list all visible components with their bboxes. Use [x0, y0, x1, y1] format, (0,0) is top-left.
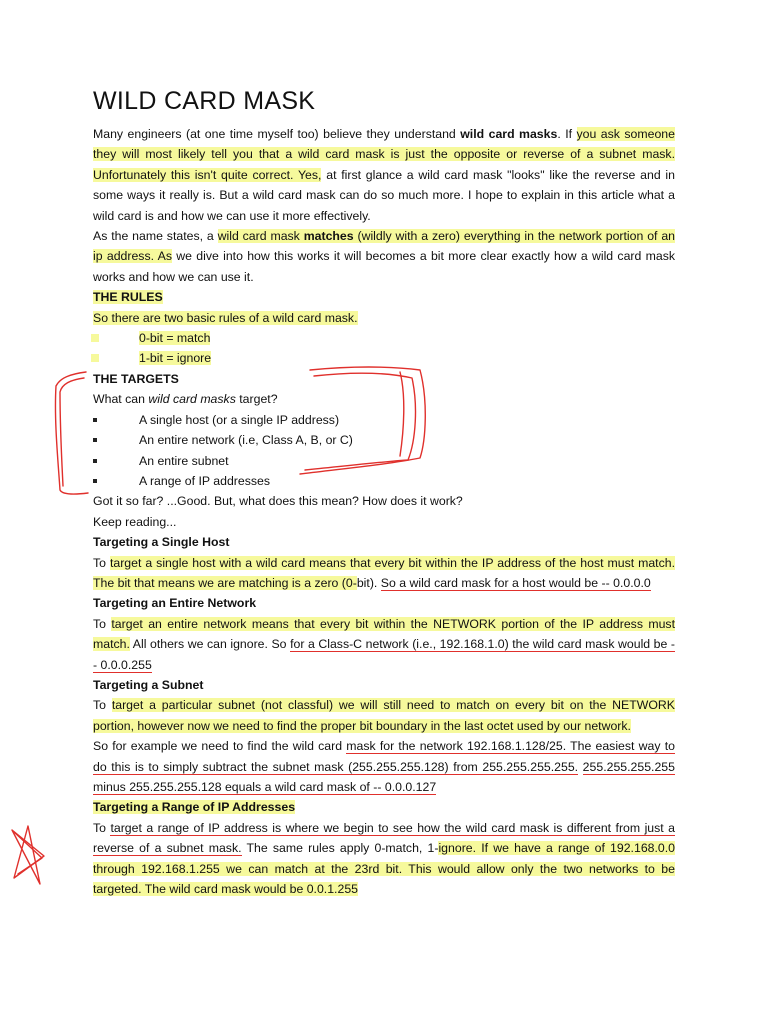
single-text-1: To — [93, 555, 110, 570]
intro-paragraph — [93, 124, 675, 226]
rules-heading — [93, 287, 675, 307]
range-underlined: target a range of IP address is where we begin to see how the wild card mask is different from just a reverse of a subnet mask. — [93, 820, 676, 856]
network-underlined: for a Class-C network (i.e., 192.168.1.0) the wild card mask would be -- 0.0.0.255 — [93, 637, 676, 672]
subnet-highlight: target a particular subnet (not classful) we will still need to match on every bit on the NETWORK portion, however now we need to find the proper bit boundary in the last octet used by our network. — [93, 698, 676, 733]
star-stroke — [12, 826, 44, 884]
targets-question-italic: wild card masks — [148, 392, 236, 407]
subnet-underlined-1: mask for the network 192.168.1.128/25. The easiest way to do this is to simply subtract the subnet mask (255.255.255.128) from 255.255.255.255. — [93, 739, 675, 774]
targets-question-2: target? — [235, 392, 278, 407]
name-text-1: As the name states, a — [93, 229, 218, 244]
network-paragraph — [93, 614, 675, 675]
star-icon — [12, 826, 44, 884]
targets-question-1: What can — [93, 392, 149, 407]
list-item-text: 0-bit = match — [139, 331, 211, 346]
bullet-icon — [93, 418, 97, 422]
subnet-text-1: To — [93, 698, 112, 713]
targets-after-2: Keep reading... — [93, 514, 177, 529]
list-item — [93, 471, 675, 491]
range-heading-text: Targeting a Range of IP Addresses — [93, 800, 296, 815]
name-text-2: we dive into how this works it will becomes a bit more clear exactly how a wild card mask works and how we can use it. — [93, 249, 676, 284]
targets-question — [93, 389, 675, 409]
bracket-left-stroke — [55, 372, 88, 494]
range-text-2: The same rules apply 0-match, 1- — [241, 841, 439, 856]
subnet-underlined-2: 255.255.255.255 minus 255.255.255.128 equals a wild card mask of -- 0.0.0.127 — [93, 759, 675, 794]
range-paragraph — [93, 818, 675, 900]
list-item — [93, 430, 675, 450]
name-highlight-3: As — [154, 249, 172, 264]
single-host-heading: Targeting a Single Host — [93, 535, 230, 550]
subnet-paragraph-2 — [93, 736, 675, 797]
list-item — [93, 348, 675, 368]
rules-heading-text: THE RULES — [93, 290, 163, 305]
rules-intro-text: So there are two basic rules of a wild card mask. — [93, 310, 358, 325]
star-stroke-2 — [14, 832, 42, 874]
network-heading: Targeting an Entire Network — [93, 596, 257, 611]
single-host-paragraph — [93, 553, 675, 594]
targets-heading: THE TARGETS — [93, 371, 179, 386]
range-highlight: ignore. If we have a range of 192.168.0.0 through 192.168.1.255 we can match at the 23rd bit. This would allow only the two networks to be targeted. The wild card mask would be 0.0.1.255 — [93, 841, 676, 897]
intro-bold-term: wild card masks — [460, 127, 558, 141]
intro-text-2: . If — [557, 127, 577, 141]
network-text-1: To — [93, 616, 112, 631]
single-highlight: target a single host with a wild card means that every bit within the IP address of the host must match. The bit that means we are matching is a zero (0- — [93, 555, 675, 590]
name-bold-term: matches — [303, 229, 354, 244]
list-item-text: A single host (or a single IP address) — [139, 412, 340, 427]
intro-text-3: at first glance a wild card mask "looks" like the reverse and in some ways it really is. But a wild card mask can do so much more. I hope to explain in this article what a wild card is and how we can use it more effectively. — [93, 167, 675, 223]
list-item-text: A range of IP addresses — [139, 473, 271, 488]
subnet-text-3 — [578, 760, 583, 774]
targets-list — [93, 410, 675, 492]
list-item — [93, 451, 675, 471]
list-item-text: An entire network (i.e, Class A, B, or C) — [139, 433, 353, 448]
intro-text-1: Many engineers (at one time myself too) believe they understand — [93, 127, 461, 141]
intro-highlight: you ask someone they will most likely tell you that a wild card mask is just the opposite or reverse of a subnet mask. Unfortunately this isn't quite correct. Yes, — [93, 127, 675, 182]
name-paragraph — [93, 226, 675, 287]
network-text-2: All others we can ignore. So — [129, 637, 291, 652]
list-item — [93, 410, 675, 430]
bullet-icon — [93, 438, 97, 442]
page-title: WILD CARD MASK — [93, 87, 316, 115]
bullet-icon — [93, 336, 97, 340]
bullet-icon — [93, 479, 97, 483]
list-item-text: An entire subnet — [139, 453, 229, 468]
subnet-paragraph-1 — [93, 695, 675, 736]
subnet-text-2: So for example we need to find the wild card — [93, 739, 347, 754]
bracket-left-stroke-2 — [60, 378, 84, 486]
list-item — [93, 328, 675, 348]
network-highlight: target an entire network means that every bit within the NETWORK portion of the IP address must match. — [93, 616, 676, 652]
rules-list — [93, 328, 675, 369]
subnet-heading: Targeting a Subnet — [93, 677, 204, 692]
range-text-1: To — [93, 820, 111, 835]
rules-intro — [93, 308, 675, 328]
targets-after-1: Got it so far? ...Good. But, what does this mean? How does it work? — [93, 494, 463, 509]
name-highlight-2: (wildly with a zero) everything in the network portion of an ip address. — [93, 229, 676, 264]
single-underlined: So a wild card mask for a host would be -- 0.0.0.0 — [380, 575, 651, 590]
bullet-icon — [93, 459, 97, 463]
single-text-2: bit). — [356, 575, 378, 590]
bullet-icon — [93, 356, 97, 360]
range-heading — [93, 797, 675, 817]
list-item-text: 1-bit = ignore — [139, 351, 212, 366]
name-highlight-1: wild card mask — [217, 229, 304, 244]
document-page — [93, 84, 675, 899]
